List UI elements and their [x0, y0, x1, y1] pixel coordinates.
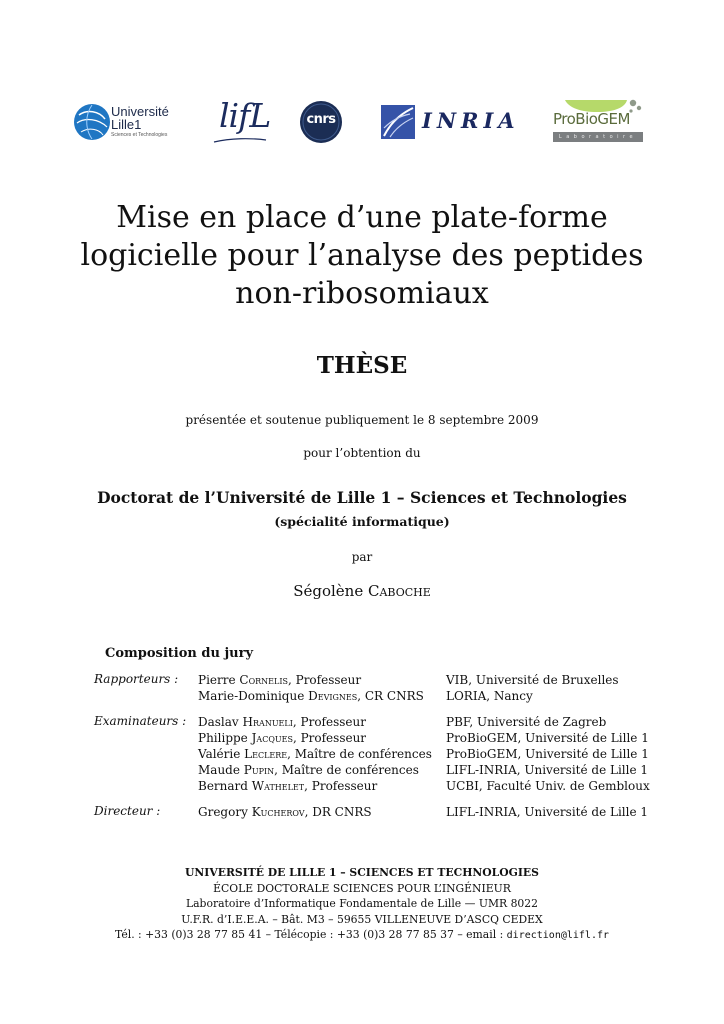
author-last-name: Caboche: [368, 582, 431, 600]
doc-type: THÈSE: [316, 352, 408, 379]
jury-member-affiliation: ProBioGEM, Université de Lille 1: [446, 747, 649, 761]
title-line-1: Mise en place d’une plate-forme: [116, 200, 608, 235]
title-line-2: logicielle pour l’analyse des peptides: [80, 238, 644, 273]
degree-title: Doctorat de l’Université de Lille 1 – Sciences et Technologies: [97, 488, 627, 507]
jury-member-name: Pierre Cornelis, Professeur: [198, 673, 362, 687]
author-name: [0, 582, 724, 600]
title-line-3: non-ribosomiaux: [235, 276, 489, 311]
jury-member-name: Daslav Hranueli, Professeur: [198, 715, 366, 729]
jury-member-affiliation: UCBI, Faculté Univ. de Gembloux: [446, 779, 650, 793]
footer-laboratory: Laboratoire d’Informatique Fondamentale de Lille — UMR 8022: [185, 897, 539, 910]
footer-contact: Tél. : +33 (0)3 28 77 85 41 – Télécopie : +33 (0)3 28 77 85 37 – email : direction@lifl.fr: [114, 928, 610, 941]
jury-member-name: Bernard Wathelet, Professeur: [198, 779, 378, 793]
jury-member-name: Maude Pupin, Maître de conférences: [198, 763, 419, 777]
jury-member-name: Marie-Dominique Devignes, CR CNRS: [198, 689, 424, 703]
logo-cnrs-text: cnrs: [306, 112, 336, 127]
jury-member-affiliation: LIFL-INRIA, Université de Lille 1: [446, 805, 649, 819]
jury-member-affiliation: VIB, Université de Bruxelles: [446, 673, 619, 687]
jury-title: Composition du jury: [105, 646, 254, 661]
footer-email: direction@lifl.fr: [506, 930, 610, 941]
jury-member-affiliation: LIFL-INRIA, Université de Lille 1: [446, 763, 649, 777]
par-text: par: [351, 550, 373, 564]
jury-member-affiliation: ProBioGEM, Université de Lille 1: [446, 731, 649, 745]
logo-lifl-text: lifL: [219, 96, 271, 135]
purpose-text: pour l’obtention du: [303, 446, 421, 460]
examinateurs-label: Examinateurs :: [94, 714, 187, 728]
inria-logo: [380, 104, 520, 140]
specialty: (spécialité informatique): [274, 514, 450, 529]
logo-universite-name: Université: [111, 104, 169, 119]
jury-member-name: Gregory Kucherov, DR CNRS: [198, 805, 372, 819]
jury-member-affiliation: LORIA, Nancy: [446, 689, 533, 703]
footer-address: U.F.R. d’I.E.E.A. – Bât. M3 – 59655 VILLENEUVE D’ASCQ CEDEX: [181, 912, 543, 926]
jury-member-affiliation: PBF, Université de Zagreb: [446, 715, 607, 729]
globe-icon: [73, 103, 111, 141]
author-first-name: Ségolène: [293, 582, 364, 600]
logo-probiogem-sub: Laboratoire: [553, 132, 643, 142]
logo-probiogem-text: ProBioGEM: [553, 110, 630, 128]
logo-universite-sub: Sciences et Technologies: [111, 132, 168, 138]
jury-member-name: Philippe Jacques, Professeur: [198, 731, 367, 745]
rapporteurs-label: Rapporteurs :: [94, 672, 179, 686]
inria-emblem-icon: [380, 104, 416, 140]
probiogem-logo: [553, 99, 645, 145]
footer: [0, 865, 724, 944]
presentation-date: présentée et soutenue publiquement le 8 septembre 2009: [185, 413, 539, 427]
directeur-label: Directeur :: [94, 804, 161, 818]
cnrs-logo: [299, 100, 343, 144]
universite-lille1-logo: [73, 103, 183, 143]
footer-university: UNIVERSITÉ DE LILLE 1 – SCIENCES ET TECHNOLOGIES: [185, 866, 539, 879]
footer-doctoral-school: ÉCOLE DOCTORALE SCIENCES POUR L’INGÉNIEUR: [213, 881, 511, 895]
logo-inria-text: INRIA: [422, 108, 520, 133]
thesis-title: [0, 199, 724, 313]
logo-universite-name2: Lille1: [111, 117, 142, 132]
jury-member-name: Valérie Leclere, Maître de conférences: [198, 747, 432, 761]
lifl-logo: [211, 98, 271, 144]
